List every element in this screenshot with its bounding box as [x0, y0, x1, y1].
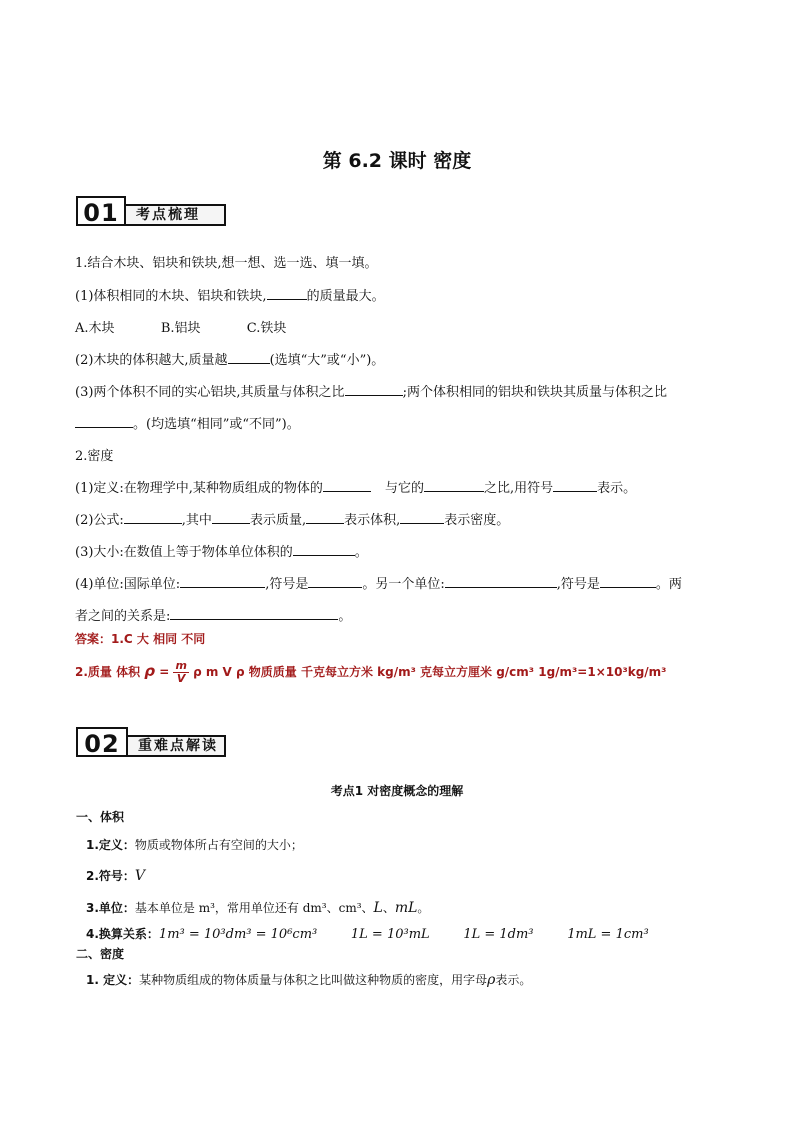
blank [212, 510, 250, 524]
text: 表示质量, [249, 513, 307, 528]
text: (4)单位:国际单位: [75, 577, 181, 592]
text: (3)两个体积不同的实心铝块,其质量与体积之比 [75, 385, 345, 400]
text: 2.质量 体积 [75, 665, 145, 679]
question-2-part-3 [75, 541, 368, 560]
text: 物质或物体所占有空间的大小； [134, 838, 303, 852]
text: ,符号是 [556, 577, 600, 592]
text: 某种物质组成的物体质量与体积之比叫做这种物质的密度，用字母 [139, 973, 488, 987]
question-1-part-3-cont [75, 413, 300, 432]
label: 3.单位： [86, 901, 135, 915]
blank [400, 510, 444, 524]
formula: 1mL = 1cm³ [567, 927, 649, 942]
text: (1)体积相同的木块、铝块和铁块, [75, 289, 267, 304]
text: ρ m V ρ 物质质量 千克每立方米 kg/m³ 克每立方厘米 g/cm³ 1g/m³=1×10³kg/m³ [188, 665, 667, 679]
section-label: 重难点解读 [126, 735, 226, 757]
volume-conversions [86, 925, 649, 942]
text: 。两 [655, 577, 682, 592]
blank [293, 542, 355, 556]
text: 表示。 [495, 973, 532, 987]
question-1-part-2 [75, 349, 384, 368]
question-2-intro: 2.密度 [75, 449, 114, 464]
subsection-volume: 一、体积 [76, 810, 125, 824]
section-badge-01 [76, 196, 226, 226]
volume-units [86, 899, 429, 916]
question-2-part-2 [75, 509, 509, 528]
formula: 1L = 1dm³ [463, 927, 534, 942]
denominator: V [176, 672, 186, 685]
section-number: 01 [76, 196, 126, 226]
text: (选填“大”或“小”)。 [269, 353, 385, 368]
text: 。 [338, 609, 352, 624]
text: (1)定义:在物理学中,某种物质组成的物体的 [75, 481, 323, 496]
section-label: 考点梳理 [124, 204, 226, 226]
formula: 1m³ = 10³dm³ = 10⁶cm³ [158, 927, 318, 942]
question-2-part-4 [75, 573, 682, 592]
blank [180, 574, 265, 588]
text: ,符号是 [265, 577, 309, 592]
label: 1. 定义： [86, 973, 140, 987]
text: 基本单位是 m³，常用单位还有 dm³、cm³、 [134, 901, 374, 915]
text: ;两个体积相同的铝块和铁块其质量与体积之比 [402, 385, 667, 400]
label: 4.换算关系： [86, 927, 159, 941]
blank [267, 286, 307, 300]
numerator: m [175, 659, 187, 672]
blank [600, 574, 656, 588]
option-c: C.铁块 [246, 321, 287, 336]
blank [228, 350, 270, 364]
blank [308, 574, 362, 588]
text: L [373, 900, 383, 916]
blank [445, 574, 557, 588]
text: 与它的 [384, 481, 424, 496]
volume-symbol [86, 867, 145, 884]
rho-symbol: ρ [144, 662, 156, 680]
text: 之比,用符号 [483, 481, 554, 496]
text: 表示。 [597, 481, 637, 496]
blank [345, 382, 403, 396]
answer-line-1: 答案：1.C 大 相同 不同 [75, 632, 206, 646]
density-fraction [173, 660, 188, 685]
density-definition [86, 971, 531, 988]
text: mL [394, 900, 418, 916]
text: (2)木块的体积越大,质量越 [75, 353, 228, 368]
question-1-options [75, 317, 286, 336]
question-1-part-1 [75, 285, 385, 304]
blank [124, 510, 182, 524]
text: 表示体积, [344, 513, 401, 528]
volume-definition [86, 836, 303, 853]
blank [553, 478, 597, 492]
blank [170, 606, 338, 620]
page-title: 第 6.2 课时 密度 [322, 150, 472, 172]
blank [75, 414, 133, 428]
label: 2.符号： [86, 869, 135, 883]
section-badge-02 [76, 727, 226, 757]
section-number: 02 [76, 727, 128, 757]
answer-line-2 [75, 660, 666, 685]
blank [306, 510, 344, 524]
text: V [134, 868, 146, 884]
text: (3)大小:在数值上等于物体单位体积的 [75, 545, 293, 560]
question-1-intro: 1.结合木块、铝块和铁块,想一想、选一选、填一填。 [75, 256, 378, 271]
rho-symbol: ρ [487, 972, 496, 988]
text: 。 [354, 545, 368, 560]
option-a: A.木块 [75, 321, 115, 336]
option-b: B.铝块 [160, 321, 201, 336]
text: 者之间的关系是: [75, 609, 171, 624]
question-2-part-4-cont [75, 605, 351, 624]
subsection-density: 二、密度 [76, 947, 125, 961]
label: 1.定义： [86, 838, 135, 852]
text: 。另一个单位: [362, 577, 445, 592]
question-2-part-1 [75, 477, 636, 496]
formula: 1L = 10³mL [350, 927, 430, 942]
text: (2)公式: [75, 513, 124, 528]
question-1-part-3 [75, 381, 667, 400]
text: 。(均选填“相同”或“不同”)。 [133, 417, 300, 432]
text: ,其中 [181, 513, 212, 528]
text: 、 [382, 901, 395, 915]
text: 。 [417, 901, 430, 915]
key-point-heading: 考点1 对密度概念的理解 [330, 784, 464, 798]
blank [424, 478, 484, 492]
text: 表示密度。 [444, 513, 510, 528]
blank [323, 478, 371, 492]
text: 的质量最大。 [306, 289, 385, 304]
text: = [155, 665, 174, 679]
